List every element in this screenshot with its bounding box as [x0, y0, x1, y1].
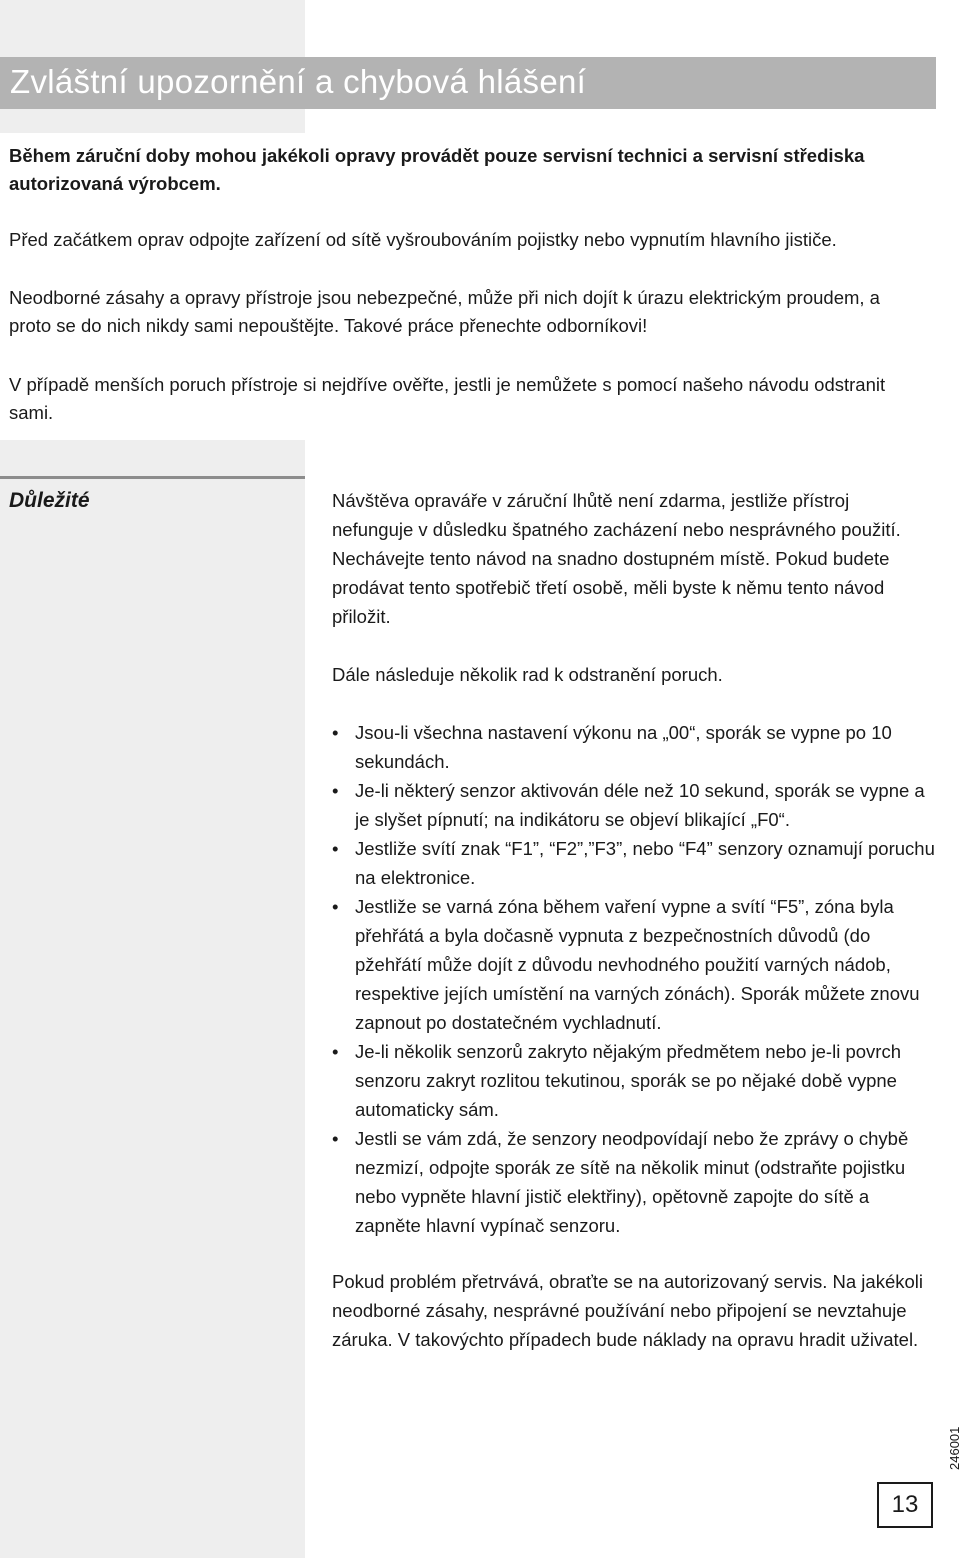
- list-item: • Jsou-li všechna nastavení výkonu na „00“, sporák se vypne po 10 sekundách.: [332, 718, 937, 776]
- list-item: • Jestliže svítí znak “F1”, “F2”,”F3”, nebo “F4” senzory oznamují poruchu na elektronice.: [332, 834, 937, 892]
- important-service-paragraph: Návštěva opraváře v záruční lhůtě není zdarma, jestliže přístroj nefunguje v důsledku špatného zacházení nebo nesprávného použití. Nechávejte tento návod na snadno dostupném místě. Pokud budete prodávat tento spotřebič třetí osobě, měli byste k němu tento návod přiložit.: [332, 490, 901, 627]
- intro-box: [0, 133, 936, 440]
- list-item: • Jestli se vám zdá, že senzory neodpovídají nebo že zprávy o chybě nezmizí, odpojte sporák ze sítě na několik minut (odstraňte pojistku nebo vypněte hlavní jistič elektřiny), opětovně zapojte do sítě a zapněte hlavní vypínač senzoru.: [332, 1124, 937, 1240]
- bullet-icon: •: [332, 1128, 339, 1149]
- section-divider: [0, 476, 305, 479]
- list-item: • Je-li několik senzorů zakryto nějakým předmětem nebo je-li povrch senzoru zakryt rozlitou tekutinou, sporák se po nějaké době vypne automaticky sám.: [332, 1037, 937, 1124]
- bullet-icon: •: [332, 780, 339, 801]
- bullet-icon: •: [332, 1041, 339, 1062]
- list-item: • Jestliže se varná zóna během vaření vypne a svítí “F5”, zóna byla přehřátá a byla dočasně vypnuta z bezpečnostních důvodů (do pžehřátí může dojít z důvodu nevhodného použití varných nádob, respektive jejích umístění na varných zónách). Sporák můžete znovu zapnout po dostatečném vychladnutí.: [332, 892, 937, 1037]
- document-code: 246001: [947, 1426, 962, 1470]
- important-warranty-paragraph: Pokud problém přetrvává, obraťte se na autorizovaný servis. Na jakékoli neodborné zásahy, nesprávné používání nebo připojení se nevztahuje záruka. V takovýchto případech bude náklady na opravu hradit uživatel.: [332, 1271, 924, 1350]
- page-title: Zvláštní upozornění a chybová hlášení: [10, 63, 587, 100]
- troubleshooting-list: [332, 718, 937, 1240]
- intro-disconnect-paragraph: Před začátkem oprav odpojte zařízení od sítě vyšroubováním pojistky nebo vypnutím hlavního jističe.: [9, 229, 837, 250]
- bullet-icon: •: [332, 722, 339, 743]
- intro-selfcheck-paragraph: V případě menších poruch přístroje si nejdříve ověřte, jestli je nemůžete s pomocí našeho návodu odstranit sami.: [9, 374, 886, 423]
- intro-danger-paragraph: Neodborné zásahy a opravy přístroje jsou nebezpečné, může při nich dojít k úrazu elektrickým proudem, a proto se do nich nikdy sami nepouštějte. Takové práce přenechte odborníkovi!: [9, 287, 880, 336]
- bullet-icon: •: [332, 838, 339, 859]
- intro-warranty-paragraph: Během záruční doby mohou jakékoli opravy provádět pouze servisní technici a servisní střediska autorizovaná výrobcem.: [9, 145, 865, 194]
- important-label: Důležité: [9, 489, 90, 512]
- bullet-icon: •: [332, 896, 339, 917]
- page-number: 13: [877, 1482, 933, 1528]
- list-item: • Je-li některý senzor aktivován déle než 10 sekund, sporák se vypne a je slyšet pípnutí; na indikátoru se objeví blikající „F0“.: [332, 776, 937, 834]
- important-tips-intro: Dále následuje několik rad k odstranění poruch.: [332, 664, 723, 685]
